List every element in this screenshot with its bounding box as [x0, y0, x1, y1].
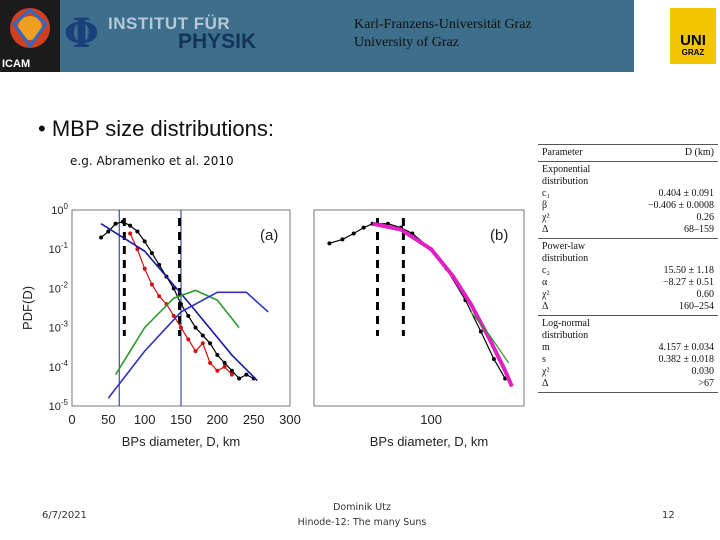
- panel-a-data-point: [215, 369, 219, 373]
- table-cell-param: χ²: [542, 289, 550, 300]
- panel-a-data-point: [121, 220, 125, 224]
- panel-a-x-tick: 150: [170, 412, 192, 427]
- panel-a-y-tick: $10^{-2}$: [48, 280, 68, 296]
- panel-a-x-tick: 300: [279, 412, 301, 427]
- table-cell-param: β: [542, 200, 548, 211]
- panel-a-y-tick: $10^0$: [51, 202, 68, 217]
- table-cell-value: −8.27 ± 0.51: [662, 277, 714, 288]
- parameter-table: [538, 142, 718, 395]
- panel-a-data-point: [143, 267, 147, 271]
- panel-b-data-point: [352, 232, 356, 236]
- table-body: [538, 164, 718, 393]
- table-cell-param: s: [542, 354, 546, 365]
- table-row: [538, 301, 718, 313]
- panel-a-data-point: [128, 232, 132, 236]
- table-rule: [538, 238, 718, 239]
- phi-logo: Φ: [64, 10, 99, 57]
- table-header-param: Parameter: [542, 147, 583, 158]
- table-row: [538, 212, 718, 224]
- table-cell-param: χ²: [542, 366, 550, 377]
- panel-a-data-point: [223, 365, 227, 369]
- table-row: [538, 354, 718, 366]
- panel-b-data-point: [327, 241, 331, 245]
- table-cell-value: 0.030: [691, 366, 714, 377]
- uni-logo-bottom: GRAZ: [681, 48, 705, 57]
- panel-b-data-point: [492, 357, 496, 361]
- panel-a-data-point: [194, 349, 198, 353]
- header: [0, 0, 720, 72]
- table-cell-param: c₂: [542, 265, 550, 276]
- panel-a-data-point: [114, 222, 118, 226]
- panel-a-y-tick: $10^{-5}$: [48, 398, 68, 413]
- panel-a-data-point: [157, 294, 161, 298]
- panel-a-x-tick: 50: [101, 412, 116, 427]
- panel-a-data-point: [208, 361, 212, 365]
- table-row: [538, 366, 718, 378]
- table-section-title: distribution: [542, 253, 589, 264]
- panel-b-data-point: [479, 330, 483, 334]
- table-cell-param: m: [542, 342, 550, 353]
- table-cell-param: α: [542, 277, 548, 288]
- panel-a-data-point: [194, 326, 198, 330]
- table-cell-value: 0.26: [696, 212, 714, 223]
- panel-a-series-line: [108, 292, 268, 398]
- table-row: [538, 378, 718, 390]
- panel-a-data-point: [99, 235, 103, 239]
- panel-a-x-tick: 200: [206, 412, 229, 427]
- pdf-charts: [14, 198, 534, 458]
- panel-a-data-point: [201, 341, 205, 345]
- institute-line2: PHYSIK: [178, 30, 257, 53]
- table-section-title: distribution: [542, 330, 589, 341]
- table-cell-value: 160–254: [679, 301, 714, 312]
- panel-a-data-point: [179, 326, 183, 330]
- table-rule-header: [538, 161, 718, 162]
- table-cell-param: Δ: [542, 378, 549, 389]
- university-name-en: University of Graz: [354, 35, 459, 50]
- table-rule-top: [538, 144, 718, 145]
- panel-a-data-point: [179, 302, 183, 306]
- panel-a-data-point: [186, 337, 190, 341]
- table-cell-param: Δ: [542, 301, 549, 312]
- panel-b-x-tick: 100: [420, 412, 443, 427]
- table-row: [538, 277, 718, 289]
- panel-a-y-tick: $10^{-4}$: [48, 358, 68, 374]
- cam-label: ICAM: [2, 58, 31, 70]
- panel-a-series-line: [101, 222, 254, 379]
- panel-a-data-point: [143, 239, 147, 243]
- footer-center: [282, 500, 442, 530]
- panel-a-y-tick: $10^{-1}$: [48, 241, 68, 257]
- panel-b-data-point: [340, 237, 344, 241]
- table-cell-value: −0.406 ± 0.0008: [647, 200, 714, 211]
- panel-a-data-point: [230, 373, 234, 377]
- subtext: e.g. Abramenko et al. 2010: [70, 154, 234, 168]
- footer-event: Hinode-12: The many Suns: [297, 517, 427, 528]
- panel-a-x-tick: 250: [242, 412, 265, 427]
- panel-a-data-point: [186, 314, 190, 318]
- panel-b-label: (b): [490, 227, 509, 244]
- table-row: [538, 342, 718, 354]
- panel-a-y-tick: $10^{-3}$: [48, 319, 68, 335]
- panel-b-series-line: [373, 224, 512, 387]
- table-section-title: Log-normal: [542, 318, 590, 329]
- panel-a-x-tick: 0: [68, 412, 76, 427]
- panel-b-x-label: BPs diameter, D, km: [369, 434, 489, 449]
- table-rule: [538, 392, 718, 393]
- bullet-point: • MBP size distributions:: [38, 116, 274, 141]
- table-row: [538, 224, 718, 236]
- table-cell-param: c₁: [542, 188, 550, 199]
- table-row: [538, 289, 718, 301]
- panel-a-data-point: [215, 353, 219, 357]
- uni-graz-logo-text: [672, 34, 714, 57]
- table-cell-value: 68–159: [684, 224, 714, 235]
- panel-a-data-point: [150, 282, 154, 286]
- table-cell-value: 0.60: [696, 289, 714, 300]
- institute-line1: INSTITUT FÜR: [108, 14, 231, 33]
- panel-a-x-tick: 100: [133, 412, 156, 427]
- table-section-title: distribution: [542, 176, 589, 187]
- uni-logo-top: UNI: [680, 32, 706, 49]
- table-cell-param: χ²: [542, 212, 550, 223]
- panel-a-data-point: [150, 251, 154, 255]
- table-header-row: [538, 147, 718, 159]
- university-name: [354, 16, 532, 52]
- panel-a-data-point: [208, 341, 212, 345]
- university-name-de: Karl-Franzens-Universität Graz: [354, 17, 532, 32]
- panel-a-series-line: [116, 290, 240, 374]
- table-cell-value: 4.157 ± 0.034: [658, 342, 714, 353]
- panel-a-x-label: BPs diameter, D, km: [121, 434, 241, 449]
- panel-a-data-point: [244, 373, 248, 377]
- panel-a-data-point: [106, 230, 110, 234]
- bullet-text: MBP size distributions:: [51, 116, 274, 141]
- panel-a-data-point: [135, 230, 139, 234]
- footer-date: 6/7/2021: [42, 510, 87, 521]
- table-cell-value: >67: [698, 378, 714, 389]
- table-cell-value: 15.50 ± 1.18: [663, 265, 714, 276]
- panel-a-data-point: [128, 224, 132, 228]
- sun-emblem-icon: [0, 0, 60, 60]
- cam-logo: [0, 0, 60, 72]
- panel-b-data-point: [362, 226, 366, 230]
- table-row: [538, 200, 718, 212]
- table-cell-param: Δ: [542, 224, 549, 235]
- footer-author: Dominik Utz: [333, 502, 391, 513]
- panel-a-data-point: [201, 333, 205, 337]
- table-section-title: Exponential: [542, 164, 591, 175]
- panel-a-data-point: [230, 369, 234, 373]
- panel-a-data-point: [223, 361, 227, 365]
- panel-a-label: (a): [260, 227, 279, 244]
- table-cell-value: 0.382 ± 0.018: [658, 354, 714, 365]
- table-row: [538, 265, 718, 277]
- panel-a-y-label: PDF(D): [20, 285, 35, 331]
- panel-a-data-point: [237, 377, 241, 381]
- page-number: 12: [662, 510, 675, 521]
- table-row: [538, 188, 718, 200]
- table-cell-value: 0.404 ± 0.091: [658, 188, 714, 199]
- table-rule: [538, 315, 718, 316]
- table-header-value: D (km): [684, 147, 714, 158]
- table-section-title: Power-law: [542, 241, 586, 252]
- panel-b-series-line: [329, 224, 505, 379]
